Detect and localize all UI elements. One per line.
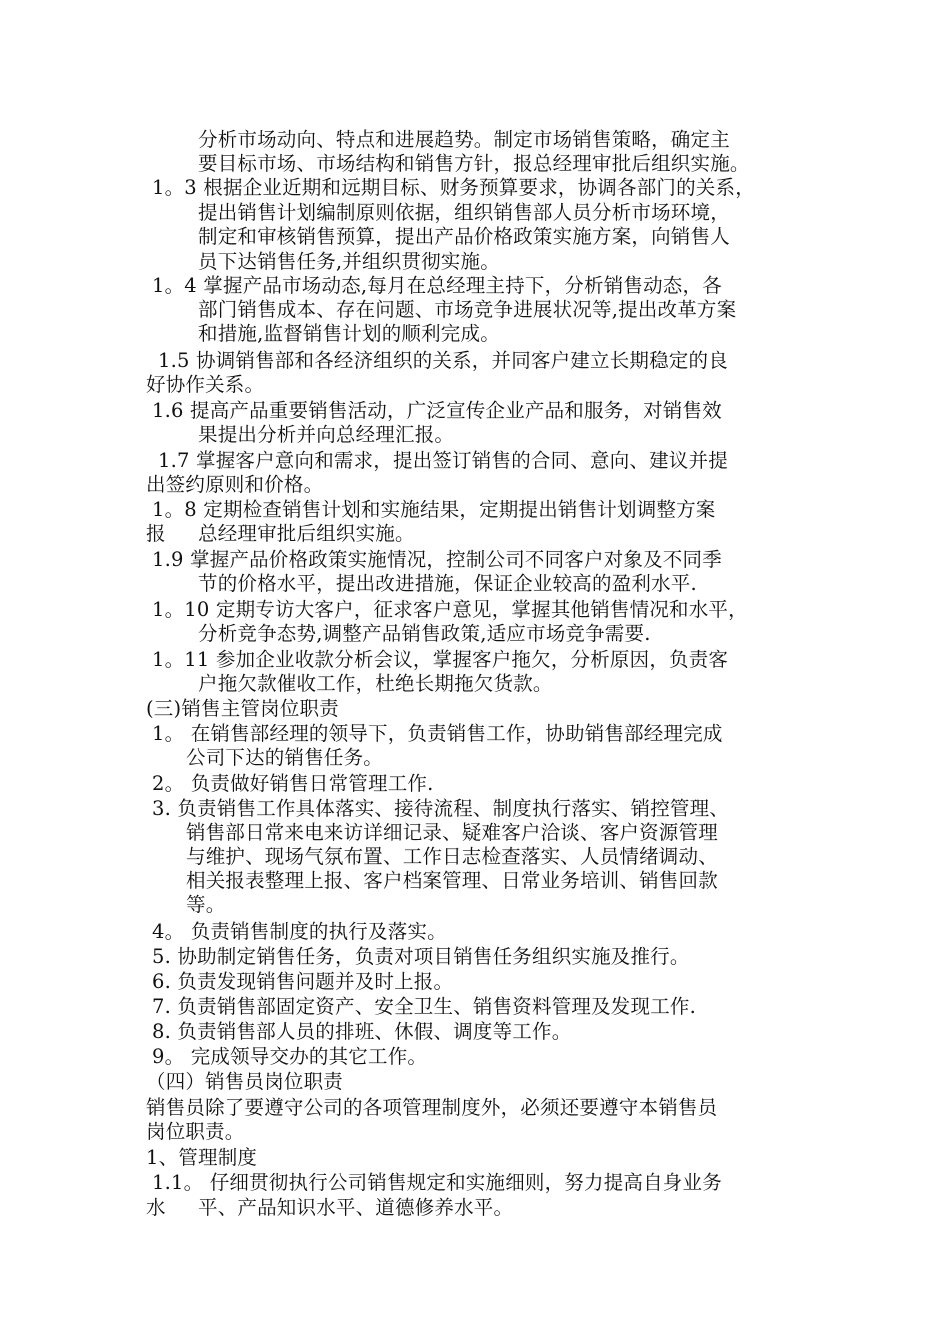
text-line: 果提出分析并向总经理汇报。 [198, 423, 455, 446]
text-line: 等。 [186, 893, 226, 916]
text-line: 1。10 定期专访大客户，征求客户意见，掌握其他销售情况和水平， [152, 598, 748, 621]
text-line: 岗位职责。 [146, 1120, 245, 1143]
text-line: 节的价格水平，提出改进措施，保证企业较高的盈利水平. [198, 572, 697, 595]
text-line: 8. 负责销售部人员的排班、休假、调度等工作。 [152, 1020, 572, 1043]
section-heading: （四）销售员岗位职责 [146, 1070, 344, 1093]
text-line: 1。8 定期检查销售计划和实施结果，定期提出销售计划调整方案 [152, 498, 716, 521]
text-line: 7. 负责销售部固定资产、安全卫生、销售资料管理及发现工作. [152, 995, 697, 1018]
text-line: 公司下达的销售任务。 [186, 746, 384, 769]
text-line: 户拖欠款催收工作，杜绝长期拖欠货款。 [198, 672, 553, 695]
text-line: 销售部日常来电来访详细记录、疑难客户洽谈、客户资源管理 [186, 821, 718, 844]
text-line: 要目标市场、市场结构和销售方针，报总经理审批后组织实施。 [198, 152, 750, 175]
text-line: 出签约原则和价格。 [146, 473, 324, 496]
text-line: 1。 在销售部经理的领导下，负责销售工作，协助销售部经理完成 [152, 722, 723, 745]
text-line: 相关报表整理上报、客户档案管理、日常业务培训、销售回款 [186, 869, 718, 892]
text-line: 1.7 掌握客户意向和需求，提出签订销售的合同、意向、建议并提 [158, 449, 728, 472]
text-line: 分析市场动向、特点和进展趋势。制定市场销售策略，确定主 [198, 128, 730, 151]
text-line: 1.5 协调销售部和各经济组织的关系，并同客户建立长期稳定的良 [158, 349, 728, 372]
text-line: 销售员除了要遵守公司的各项管理制度外，必须还要遵守本销售员 [146, 1096, 718, 1119]
text-line: 部门销售成本、存在问题、市场竞争进展状况等,提出改革方案 [198, 298, 737, 321]
section-heading: (三)销售主管岗位职责 [146, 697, 339, 720]
text-line: 员下达销售任务,并组织贯彻实施。 [198, 250, 500, 273]
text-line: 1。4 掌握产品市场动态,每月在总经理主持下，分析销售动态，各 [152, 274, 722, 297]
text-line: 总经理审批后组织实施。 [198, 522, 415, 545]
text-line: 4。 负责销售制度的执行及落实。 [152, 920, 447, 943]
text-line: 6. 负责发现销售问题并及时上报。 [152, 970, 454, 993]
text-line: 和措施,监督销售计划的顺利完成。 [198, 322, 500, 345]
text-line: 2。 负责做好销售日常管理工作. [152, 772, 434, 795]
section-heading: 1、管理制度 [146, 1146, 258, 1169]
text-line: 与维护、现场气氛布置、工作日志检查落实、人员情绪调动、 [186, 845, 718, 868]
text-line: 1.9 掌握产品价格政策实施情况，控制公司不同客户对象及不同季 [152, 548, 722, 571]
text-line: 1。3 根据企业近期和远期目标、财务预算要求，协调各部门的关系， [152, 176, 755, 199]
text-line: 水 [146, 1196, 166, 1219]
text-line: 好协作关系。 [146, 373, 265, 396]
text-line: 5. 协助制定销售任务，负责对项目销售任务组织实施及推行。 [152, 945, 690, 968]
text-line: 1.6 提高产品重要销售活动，广泛宣传企业产品和服务，对销售效 [152, 399, 722, 422]
text-line: 制定和审核销售预算，提出产品价格政策实施方案，向销售人 [198, 225, 730, 248]
text-line: 分析竞争态势,调整产品销售政策,适应市场竞争需要. [198, 622, 651, 645]
text-line: 3. 负责销售工作具体落实、接待流程、制度执行落实、销控管理、 [152, 797, 730, 820]
text-line: 平、产品知识水平、道德修养水平。 [198, 1196, 514, 1219]
text-line: 1。11 参加企业收款分析会议，掌握客户拖欠，分析原因，负责客 [152, 648, 729, 671]
text-line: 1.1。 仔细贯彻执行公司销售规定和实施细则，努力提高自身业务 [152, 1171, 722, 1194]
text-line: 报 [146, 522, 166, 545]
text-line: 9。 完成领导交办的其它工作。 [152, 1045, 428, 1068]
text-line: 提出销售计划编制原则依据，组织销售部人员分析市场环境， [198, 201, 730, 224]
